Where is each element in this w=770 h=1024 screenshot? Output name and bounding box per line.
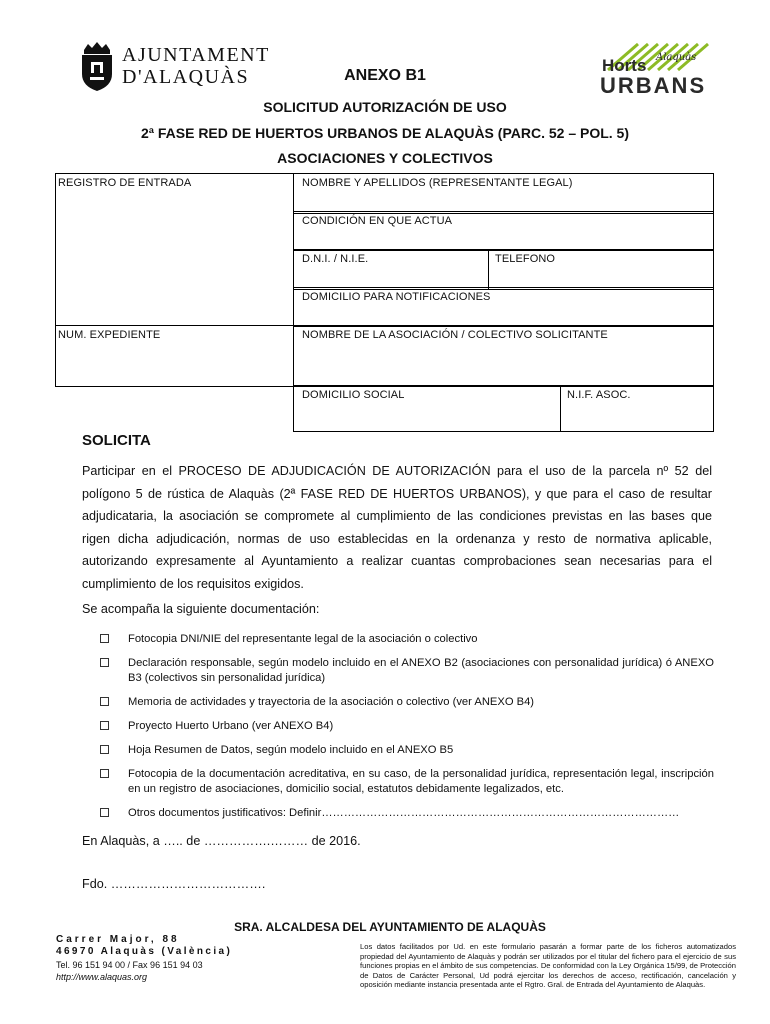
checkbox-icon[interactable] (100, 808, 109, 817)
brand-word-horts: Horts (602, 56, 647, 75)
list-item (100, 656, 714, 686)
footer-website-link[interactable]: http://www.alaquas.org (56, 972, 148, 982)
asociacion-field[interactable] (293, 325, 714, 387)
documentation-intro: Se acompaña la siguiente documentación: (82, 602, 320, 616)
document-item-text: Proyecto Huerto Urbano (ver ANEXO B4) (128, 720, 334, 732)
telefono-field[interactable] (488, 249, 714, 290)
domicilio-social-label: DOMICILIO SOCIAL (302, 389, 405, 401)
num-expediente-box (55, 325, 294, 387)
document-item-text: Memoria de actividades y trayectoria de la asociación o colectivo (ver ANEXO B4) (128, 696, 535, 708)
privacy-notice: Los datos facilitados por Ud. en este formulario pasarán a formar parte de los ficheros automatizados propiedad del Ayuntamiento de Alaquàs y podrán ser utilizados por el titular del fichero para el ejercicio de sus funciones propias en el ámbito de sus competencias. De conformidad con la Ley Orgánica 15/99, de Protección de Datos de Carácter Personal, Ud podrá ejercitar los derechos de acceso, rectificación, cancelación y oposición mediante instancia presentada ante el Rgtro. Gral. de Entrada del Ayuntamiento de Alaquàs. (360, 942, 736, 990)
document-item-text: Hoja Resumen de Datos, según modelo incluido en el ANEXO B5 (128, 744, 454, 756)
nif-label: N.I.F. ASOC. (567, 389, 631, 401)
domicilio-notificaciones-field[interactable] (293, 287, 714, 327)
checkbox-icon[interactable] (100, 745, 109, 754)
document-item-text: Fotocopia de la documentación acreditativa, en su caso, de la personalidad jurídica, representación legal, inscripción en un registro de asociaciones, domicilio social, estatutos debidamente legalizados, etc. (128, 768, 714, 795)
brand-word-urbans: URBANS (600, 73, 707, 98)
list-item (100, 767, 714, 797)
addressee: SRA. ALCALDESA DEL AYUNTAMIENTO DE ALAQUÀS (234, 920, 546, 934)
checkbox-icon[interactable] (100, 658, 109, 667)
num-expediente-label: NUM. EXPEDIENTE (58, 329, 161, 341)
document-item-text: Declaración responsable, según modelo incluido en el ANEXO B2 (asociaciones con personalidad jurídica) ó ANEXO B3 (colectivos sin personalidad jurídica) (128, 657, 714, 684)
signature-line[interactable]: Fdo. ………………………………. (82, 877, 266, 891)
brand-word-alaquas: Alaquàs (656, 52, 697, 63)
list-item (100, 632, 714, 647)
solicita-heading: SOLICITA (82, 432, 151, 449)
paragraph-line: cumplimiento de los requisitos exigidos. (82, 576, 304, 591)
paragraph-line: adjudicataria, la asociación se compromete al cumplimiento de las condiciones previstas en las bases que (82, 509, 712, 523)
paragraph-line: polígono 5 de rústica de Alaquàs (2ª FASE RED DE HUERTOS URBANOS), y que para el caso de resultar (82, 486, 712, 501)
nombre-label: NOMBRE Y APELLIDOS (REPRESENTANTE LEGAL) (302, 177, 573, 189)
list-item (100, 719, 714, 734)
paragraph-line: autorizando expresamente al Ayuntamiento a realizar cuantas comprobaciones sean necesarias para el (82, 554, 712, 568)
checkbox-icon[interactable] (100, 697, 109, 706)
document-item-text: Fotocopia DNI/NIE del representante legal de la asociación o colectivo (128, 633, 478, 645)
footer-phone: Tel. 96 151 94 00 / Fax 96 151 94 03 (56, 960, 203, 970)
documentation-list (100, 632, 714, 821)
checkbox-icon[interactable] (100, 769, 109, 778)
telefono-label: TELEFONO (495, 253, 556, 265)
place-date-line[interactable]: En Alaquàs, a ….. de …………….……… de 2016. (82, 834, 361, 848)
footer-city: 46970 Alaquàs (València) (56, 946, 233, 957)
document-category-title: ASOCIACIONES Y COLECTIVOS (277, 150, 493, 166)
list-item (100, 743, 714, 758)
solicita-paragraph (82, 460, 712, 595)
paragraph-line: rigen dicha adjudicación, normas de uso establecidas en la ordenanza y resto de normativa aplicable, (82, 531, 712, 546)
registro-entrada-box (55, 173, 294, 326)
document-phase-title: 2ª FASE RED DE HUERTOS URBANOS DE ALAQUÀS (PARC. 52 – POL. 5) (141, 125, 629, 141)
condicion-label: CONDICIÓN EN QUE ACTUA (302, 215, 453, 227)
checkbox-icon[interactable] (100, 721, 109, 730)
dni-label: D.N.I. / N.I.E. (302, 253, 369, 265)
municipality-name-line1: AJUNTAMENT (122, 44, 270, 66)
condicion-field[interactable] (293, 211, 714, 251)
annex-title: ANEXO B1 (344, 67, 426, 84)
checkbox-icon[interactable] (100, 634, 109, 643)
domicilio-notificaciones-label: DOMICILIO PARA NOTIFICACIONES (302, 291, 491, 303)
document-item-text: Otros documentos justificativos: Definir…………………………………………………………………………………… (128, 807, 680, 819)
dni-field[interactable] (293, 249, 489, 290)
document-subtitle: SOLICITUD AUTORIZACIÓN DE USO (263, 99, 507, 115)
paragraph-line: Participar en el PROCESO DE ADJUDICACIÓN DE AUTORIZACIÓN para el uso de la parcela nº 52 del (82, 464, 712, 478)
footer-street: Carrer Major, 88 (56, 934, 180, 945)
registro-entrada-label: REGISTRO DE ENTRADA (58, 177, 192, 189)
nombre-field[interactable] (293, 173, 714, 214)
domicilio-social-field[interactable] (293, 385, 561, 432)
list-item (100, 806, 714, 821)
nif-field[interactable] (560, 385, 714, 432)
list-item (100, 695, 714, 710)
asociacion-label: NOMBRE DE LA ASOCIACIÓN / COLECTIVO SOLICITANTE (302, 329, 608, 341)
municipality-name-line2: D'ALAQUÀS (122, 66, 250, 88)
